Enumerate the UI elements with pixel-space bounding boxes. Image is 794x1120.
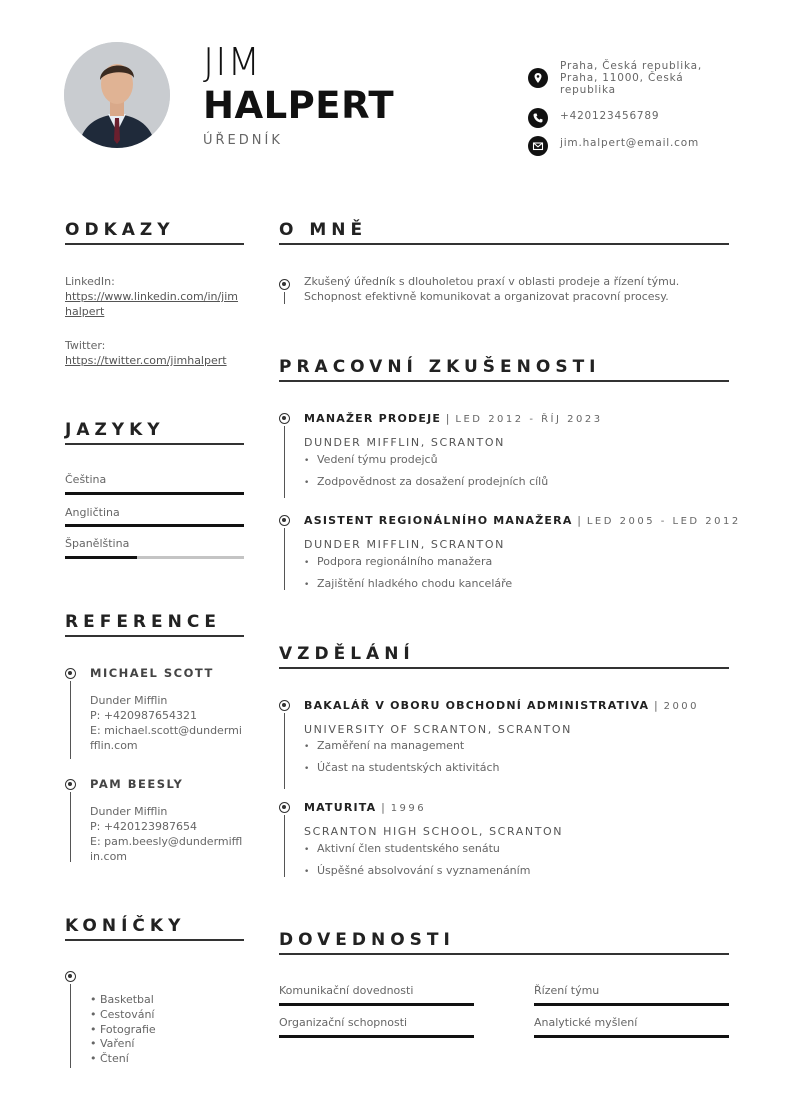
- hobby-item: • Vaření: [90, 1037, 135, 1051]
- section-title-education: VZDĚLÁNÍ: [279, 644, 415, 664]
- language-level-bar: [65, 556, 244, 559]
- hobby-item: • Basketbal: [90, 993, 154, 1006]
- link-label: Twitter:: [65, 339, 106, 352]
- skill-level-bar: [534, 1003, 729, 1006]
- contact-address: Praha, Česká republika, Praha, 11000, Česká republika: [560, 60, 703, 96]
- education-bullet-text: Úspěšné absolvování s vyznamenáním: [317, 864, 531, 877]
- education-bullet-text: Zaměření na management: [317, 739, 465, 752]
- timeline-dot-icon: [65, 668, 76, 679]
- education-bullet: • Zaměření na management: [304, 739, 465, 752]
- job-company: DUNDER MIFFLIN, SCRANTON: [304, 538, 505, 551]
- timeline-line: [284, 815, 285, 877]
- link-label: LinkedIn:: [65, 275, 115, 288]
- skill-level-bar: [279, 1003, 474, 1006]
- language-name: Angličtina: [65, 506, 120, 519]
- timeline-dot-icon: [279, 802, 290, 813]
- map-pin-icon: [528, 68, 548, 88]
- reference-email: E: michael.scott@dundermifflin.com: [90, 724, 242, 752]
- person-avatar-icon: [64, 42, 170, 148]
- education-bullet: • Účast na studentských aktivitách: [304, 761, 500, 774]
- job-role: MANAŽER PRODEJE: [304, 412, 442, 425]
- skill-level-bar: [534, 1035, 729, 1038]
- job-bullet-text: Vedení týmu prodejců: [317, 453, 438, 466]
- last-name: HALPERT: [203, 84, 395, 127]
- education-bullet: • Aktivní člen studentského senátu: [304, 842, 500, 855]
- education-heading: BAKALÁŘ V OBORU OBCHODNÍ ADMINISTRATIVA | 2000: [304, 699, 700, 712]
- language-level-fill: [65, 556, 137, 559]
- contact-email: jim.halpert@email.com: [560, 137, 699, 149]
- language-level-bar: [65, 524, 244, 527]
- job-bullet-text: Zodpovědnost za dosažení prodejních cílů: [317, 475, 549, 488]
- reference-company: Dunder Mifflin: [90, 805, 168, 818]
- section-title-hobbies: KONÍČKY: [65, 916, 186, 936]
- skill-name: Řízení týmu: [534, 984, 600, 997]
- section-divider: [65, 243, 244, 245]
- skill-name: Komunikační dovednosti: [279, 984, 414, 997]
- job-bullet: • Zodpovědnost za dosažení prodejních cílů: [304, 475, 549, 488]
- section-divider: [279, 953, 729, 955]
- timeline-dot-icon: [65, 779, 76, 790]
- hobby-item: • Cestování: [90, 1007, 155, 1021]
- timeline-line: [70, 984, 71, 1068]
- education-year: 1996: [390, 803, 427, 814]
- envelope-icon: [528, 136, 548, 156]
- section-divider: [279, 667, 729, 669]
- timeline-line: [284, 426, 285, 498]
- job-dates: LED 2012 - ŘÍJ 2023: [455, 414, 603, 425]
- education-school: UNIVERSITY OF SCRANTON, SCRANTON: [304, 723, 572, 736]
- linkedin-link[interactable]: https://www.linkedin.com/in/jimhalpert: [65, 290, 239, 318]
- skill-level-fill: [534, 1003, 729, 1006]
- twitter-link[interactable]: https://twitter.com/jimhalpert: [65, 354, 227, 367]
- section-title-experience: PRACOVNÍ ZKUŠENOSTI: [279, 357, 601, 377]
- reference-name: PAM BEESLY: [90, 777, 184, 791]
- skill-level-fill: [534, 1035, 729, 1038]
- job-heading: MANAŽER PRODEJE | LED 2012 - ŘÍJ 2023: [304, 412, 603, 425]
- job-bullet: • Podpora regionálního manažera: [304, 555, 493, 568]
- section-divider: [65, 635, 244, 637]
- skill-level-fill: [279, 1003, 474, 1006]
- education-bullet-text: Účast na studentských aktivitách: [317, 761, 500, 774]
- job-bullet: • Zajištění hladkého chodu kanceláře: [304, 577, 513, 590]
- hobby-list: [90, 993, 156, 1067]
- language-level-fill: [65, 524, 244, 527]
- job-dates: LED 2005 - LED 2012: [586, 516, 741, 527]
- reference-phone: P: +420123987654: [90, 820, 198, 833]
- section-divider: [65, 939, 244, 941]
- reference-details: [90, 804, 244, 864]
- section-divider: [279, 380, 729, 382]
- reference-details: [90, 693, 244, 753]
- reference-phone: P: +420987654321: [90, 709, 198, 722]
- section-title-languages: JAZYKY: [65, 420, 165, 440]
- reference-company: Dunder Mifflin: [90, 694, 168, 707]
- job-title: ÚŘEDNÍK: [203, 133, 283, 148]
- job-bullet-text: Podpora regionálního manažera: [317, 555, 493, 568]
- education-heading: MATURITA | 1996: [304, 801, 427, 814]
- job-bullet: • Vedení týmu prodejců: [304, 453, 438, 466]
- hobby-item: • Čtení: [90, 1052, 129, 1066]
- education-degree: BAKALÁŘ V OBORU OBCHODNÍ ADMINISTRATIVA: [304, 699, 650, 712]
- education-year: 2000: [663, 701, 700, 712]
- reference-name: MICHAEL SCOTT: [90, 666, 214, 680]
- section-divider: [279, 243, 729, 245]
- education-degree: MATURITA: [304, 801, 377, 814]
- job-heading: ASISTENT REGIONÁLNÍHO MANAŽERA | LED 2005 - LED 2012: [304, 514, 741, 527]
- hobby-item: • Fotografie: [90, 1022, 156, 1036]
- education-school: SCRANTON HIGH SCHOOL, SCRANTON: [304, 825, 564, 838]
- section-title-skills: DOVEDNOSTI: [279, 930, 455, 950]
- timeline-line: [70, 792, 71, 862]
- skill-level-fill: [279, 1035, 474, 1038]
- timeline-dot-icon: [279, 515, 290, 526]
- job-company: DUNDER MIFFLIN, SCRANTON: [304, 436, 505, 449]
- timeline-line: [284, 713, 285, 789]
- reference-email: E: pam.beesly@dundermifflin.com: [90, 835, 243, 863]
- contact-phone: +420123456789: [560, 110, 660, 122]
- timeline-line: [70, 681, 71, 759]
- link-item-twitter: [65, 338, 244, 368]
- section-title-references: REFERENCE: [65, 612, 221, 632]
- link-item-linkedin: [65, 274, 244, 319]
- skill-name: Analytické myšlení: [534, 1016, 638, 1029]
- job-role: ASISTENT REGIONÁLNÍHO MANAŽERA: [304, 514, 573, 527]
- timeline-dot-icon: [279, 413, 290, 424]
- language-name: Čeština: [65, 473, 107, 486]
- phone-icon: [528, 108, 548, 128]
- section-title-about: O MNĚ: [279, 220, 368, 240]
- section-title-links: ODKAZY: [65, 220, 175, 240]
- skill-name: Organizační schopnosti: [279, 1016, 408, 1029]
- language-level-bar: [65, 492, 244, 495]
- timeline-dot-icon: [279, 700, 290, 711]
- language-level-fill: [65, 492, 244, 495]
- profile-photo: [64, 42, 170, 148]
- about-text: Zkušený úředník s dlouholetou praxí v oblasti prodeje a řízení týmu. Schopnost efektivně komunikovat a organizovat pracovní procesy.: [304, 275, 680, 303]
- timeline-line: [284, 528, 285, 590]
- timeline-dot-icon: [65, 971, 76, 982]
- education-bullet-text: Aktivní člen studentského senátu: [317, 842, 500, 855]
- education-bullet: • Úspěšné absolvování s vyznamenáním: [304, 864, 531, 877]
- timeline-line: [284, 292, 285, 304]
- job-bullet-text: Zajištění hladkého chodu kanceláře: [317, 577, 513, 590]
- first-name: JIM: [203, 40, 262, 84]
- skill-level-bar: [279, 1035, 474, 1038]
- language-name: Španělština: [65, 537, 130, 550]
- section-divider: [65, 443, 244, 445]
- timeline-dot-icon: [279, 279, 290, 290]
